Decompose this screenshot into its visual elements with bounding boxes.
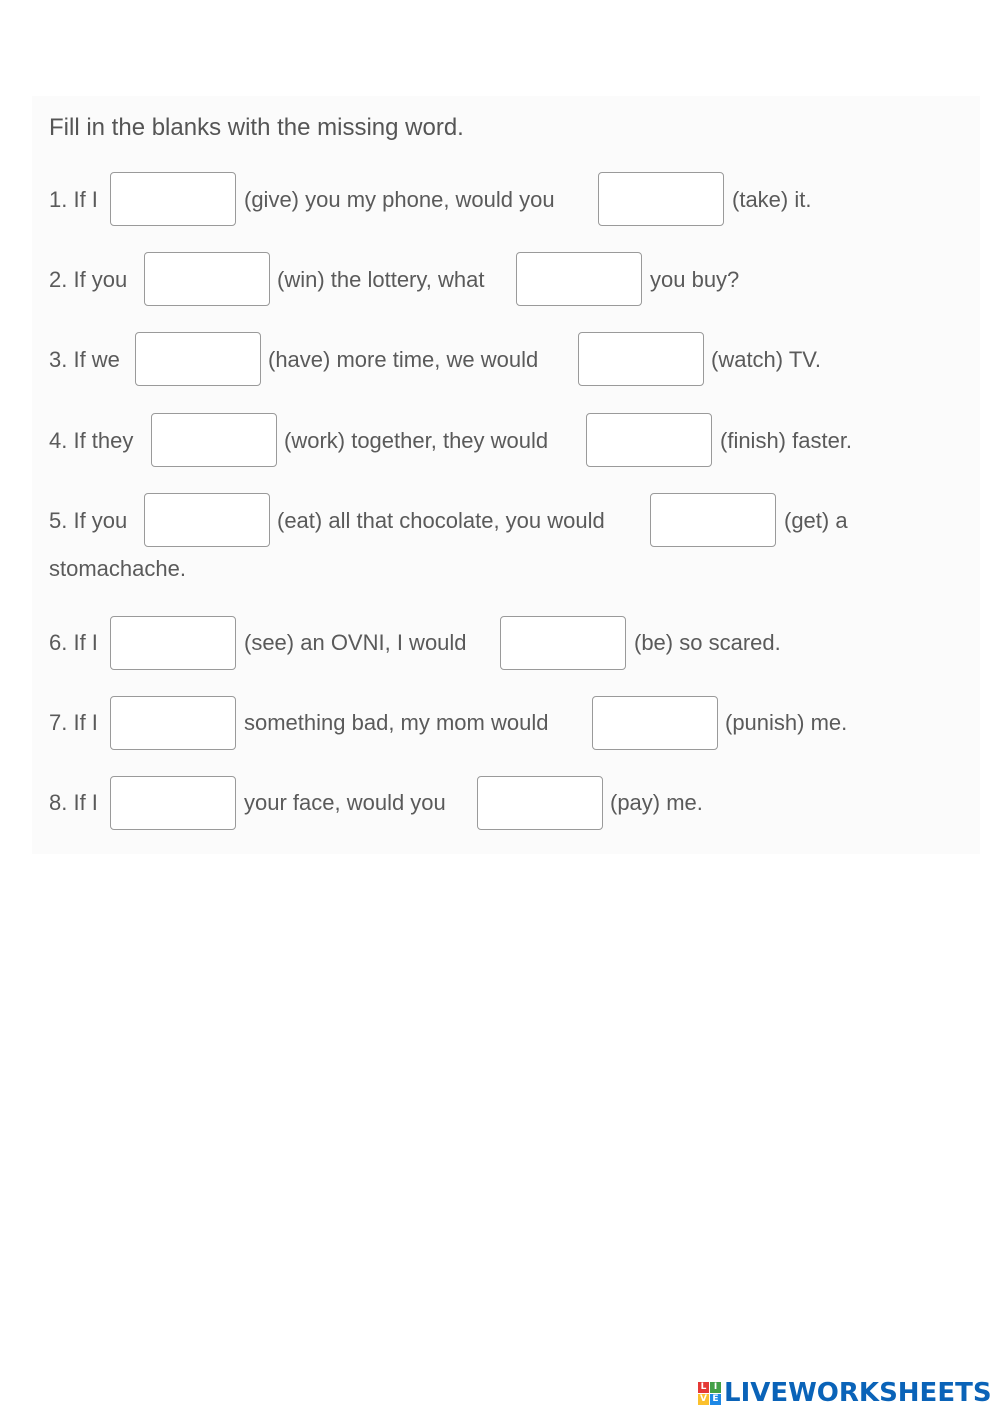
item-6-middle: (see) an OVNI, I would [244,630,467,655]
item-5-suffix: (get) a [784,508,848,533]
item-1-suffix: (take) it. [732,187,812,212]
item-2-blank-2[interactable] [516,252,642,306]
item-7-middle: something bad, my mom would [244,710,549,735]
logo-mark-letter: L [698,1382,709,1393]
item-4-suffix: (finish) faster. [720,428,853,453]
item-4-prefix: 4. If they [49,428,134,453]
item-5-prefix: 5. If you [49,508,128,533]
item-4-blank-2[interactable] [586,413,712,467]
liveworksheets-logo [698,1378,992,1408]
item-3-blank-1[interactable] [135,332,261,386]
item-7-suffix: (punish) me. [725,710,848,735]
item-5-blank-2[interactable] [650,493,776,547]
item-5-continuation: stomachache. [49,556,186,581]
item-8-middle: your face, would you [244,790,446,815]
item-2-suffix: you buy? [650,267,740,292]
item-1-blank-1[interactable] [110,172,236,226]
item-6-prefix: 6. If I [49,630,98,655]
item-8-blank-2[interactable] [477,776,603,830]
logo-mark-icon [698,1382,721,1405]
item-3-prefix: 3. If we [49,347,120,372]
item-5-blank-1[interactable] [144,493,270,547]
item-8-prefix: 8. If I [49,790,98,815]
item-6-suffix: (be) so scared. [634,630,781,655]
item-7-blank-2[interactable] [592,696,718,750]
logo-text: LIVEWORKSHEETS [724,1378,992,1408]
item-3-suffix: (watch) TV. [711,347,822,372]
logo-mark-letter: E [710,1394,721,1405]
item-1-middle: (give) you my phone, would you [244,187,555,212]
item-2-middle: (win) the lottery, what [277,267,485,292]
item-3-middle: (have) more time, we would [268,347,539,372]
item-8-blank-1[interactable] [110,776,236,830]
item-2-blank-1[interactable] [144,252,270,306]
item-5-middle: (eat) all that chocolate, you would [277,508,605,533]
item-6-blank-2[interactable] [500,616,626,670]
logo-mark-letter: I [710,1382,721,1393]
item-1-prefix: 1. If I [49,187,98,212]
item-1-blank-2[interactable] [598,172,724,226]
item-3-blank-2[interactable] [578,332,704,386]
item-4-middle: (work) together, they would [284,428,549,453]
item-6-blank-1[interactable] [110,616,236,670]
item-7-blank-1[interactable] [110,696,236,750]
logo-mark-letter: V [698,1394,709,1405]
item-7-prefix: 7. If I [49,710,98,735]
item-8-suffix: (pay) me. [610,790,703,815]
instruction-heading: Fill in the blanks with the missing word. [49,114,464,141]
item-2-prefix: 2. If you [49,267,128,292]
item-4-blank-1[interactable] [151,413,277,467]
